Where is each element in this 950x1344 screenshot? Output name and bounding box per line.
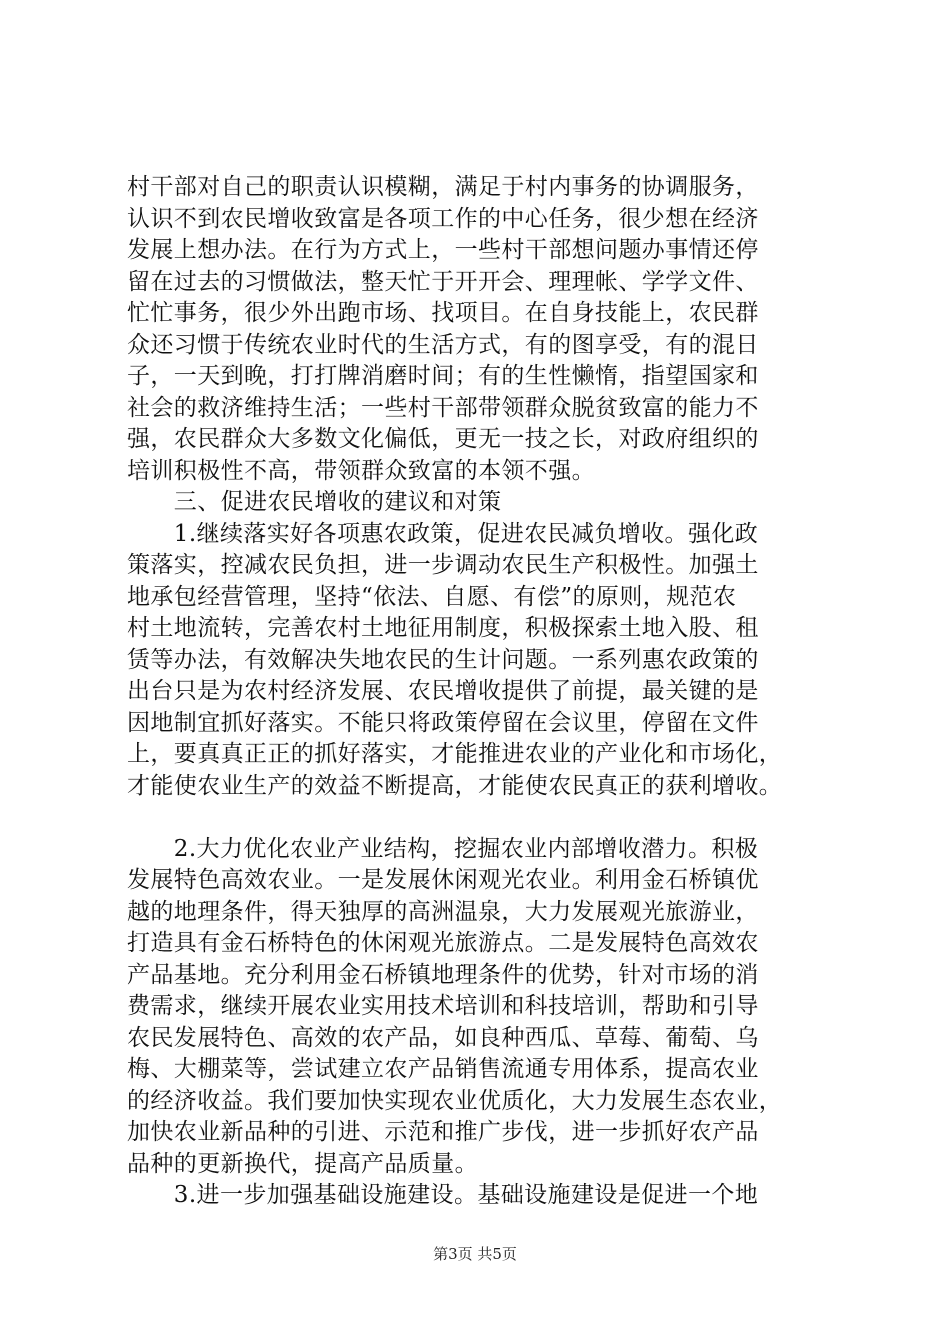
- text-line: 产品基地。充分利用金石桥镇地理条件的优势，针对市场的消: [127, 961, 759, 988]
- text-line: 的经济收益。我们要加快实现农业优质化，大力发展生态农业，: [127, 1087, 783, 1114]
- text-line: 越的地理条件，得天独厚的高洲温泉，大力发展观光旅游业，: [127, 898, 759, 925]
- text-line: 农民发展特色、高效的农产品，如良种西瓜、草莓、葡萄、乌: [127, 1024, 759, 1051]
- text-line: 子，一天到晚，打打牌消磨时间；有的生性懒惰，指望国家和: [127, 363, 759, 389]
- text-line: 2.大力优化农业产业结构，挖掘农业内部增收潜力。积极: [127, 835, 759, 862]
- text-line: 村土地流转，完善农村土地征用制度，积极探索土地入股、租: [127, 615, 759, 641]
- text-line: 梅、大棚菜等，尝试建立农产品销售流通专用体系，提高农业: [127, 1056, 759, 1082]
- text-line: 赁等办法，有效解决失地农民的生计问题。一系列惠农政策的: [127, 646, 759, 673]
- text-line: 策落实，控减农民负担，进一步调动农民生产积极性。加强土: [127, 552, 759, 578]
- text-line: 才能使农业生产的效益不断提高，才能使农民真正的获利增收。: [127, 772, 783, 799]
- text-line: 忙忙事务，很少外出跑市场、找项目。在自身技能上，农民群: [127, 300, 759, 326]
- text-line: 地承包经营管理，坚持“依法、自愿、有偿”的原则，规范农: [127, 583, 737, 610]
- text-line: 加快农业新品种的引进、示范和推广步伐，进一步抓好农产品: [127, 1119, 759, 1145]
- text-line: 社会的救济维持生活；一些村干部带领群众脱贫致富的能力不: [127, 394, 759, 421]
- text-line: 因地制宜抓好落实。不能只将政策停留在会议里，停留在文件: [127, 709, 759, 736]
- text-line: 出台只是为农村经济发展、农民增收提供了前提，最关键的是: [127, 678, 759, 704]
- page-footer: 第3页 共5页: [433, 1245, 517, 1263]
- text-line: 3.进一步加强基础设施建设。基础设施建设是促进一个地: [127, 1182, 759, 1208]
- text-line: 1.继续落实好各项惠农政策，促进农民减负增收。强化政: [127, 520, 759, 547]
- text-line: 认识不到农民增收致富是各项工作的中心任务，很少想在经济: [127, 205, 759, 232]
- text-line: 发展上想办法。在行为方式上，一些村干部想问题办事情还停: [127, 237, 759, 263]
- text-line: 众还习惯于传统农业时代的生活方式，有的图享受，有的混日: [127, 331, 759, 358]
- text-line: 村干部对自己的职责认识模糊，满足于村内事务的协调服务，: [127, 174, 759, 200]
- text-line: 三、促进农民增收的建议和对策: [127, 489, 502, 515]
- text-line: 培训积极性不高，带领群众致富的本领不强。: [127, 457, 595, 484]
- text-line: 强，农民群众大多数文化偏低，更无一技之长，对政府组织的: [127, 426, 759, 452]
- text-line: 打造具有金石桥特色的休闲观光旅游点。二是发展特色高效农: [127, 930, 759, 956]
- text-line: 发展特色高效农业。一是发展休闲观光农业。利用金石桥镇优: [127, 867, 759, 893]
- text-line: 品种的更新换代，提高产品质量。: [127, 1150, 478, 1177]
- text-line: 留在过去的习惯做法，整天忙于开开会、理理帐、学学文件、: [127, 268, 759, 295]
- text-line: 费需求，继续开展农业实用技术培训和科技培训，帮助和引导: [127, 993, 759, 1019]
- body-text: [127, 172, 847, 1212]
- paragraph-gap: [127, 802, 847, 834]
- text-line: 上，要真真正正的抓好落实，才能推进农业的产业化和市场化，: [127, 741, 783, 767]
